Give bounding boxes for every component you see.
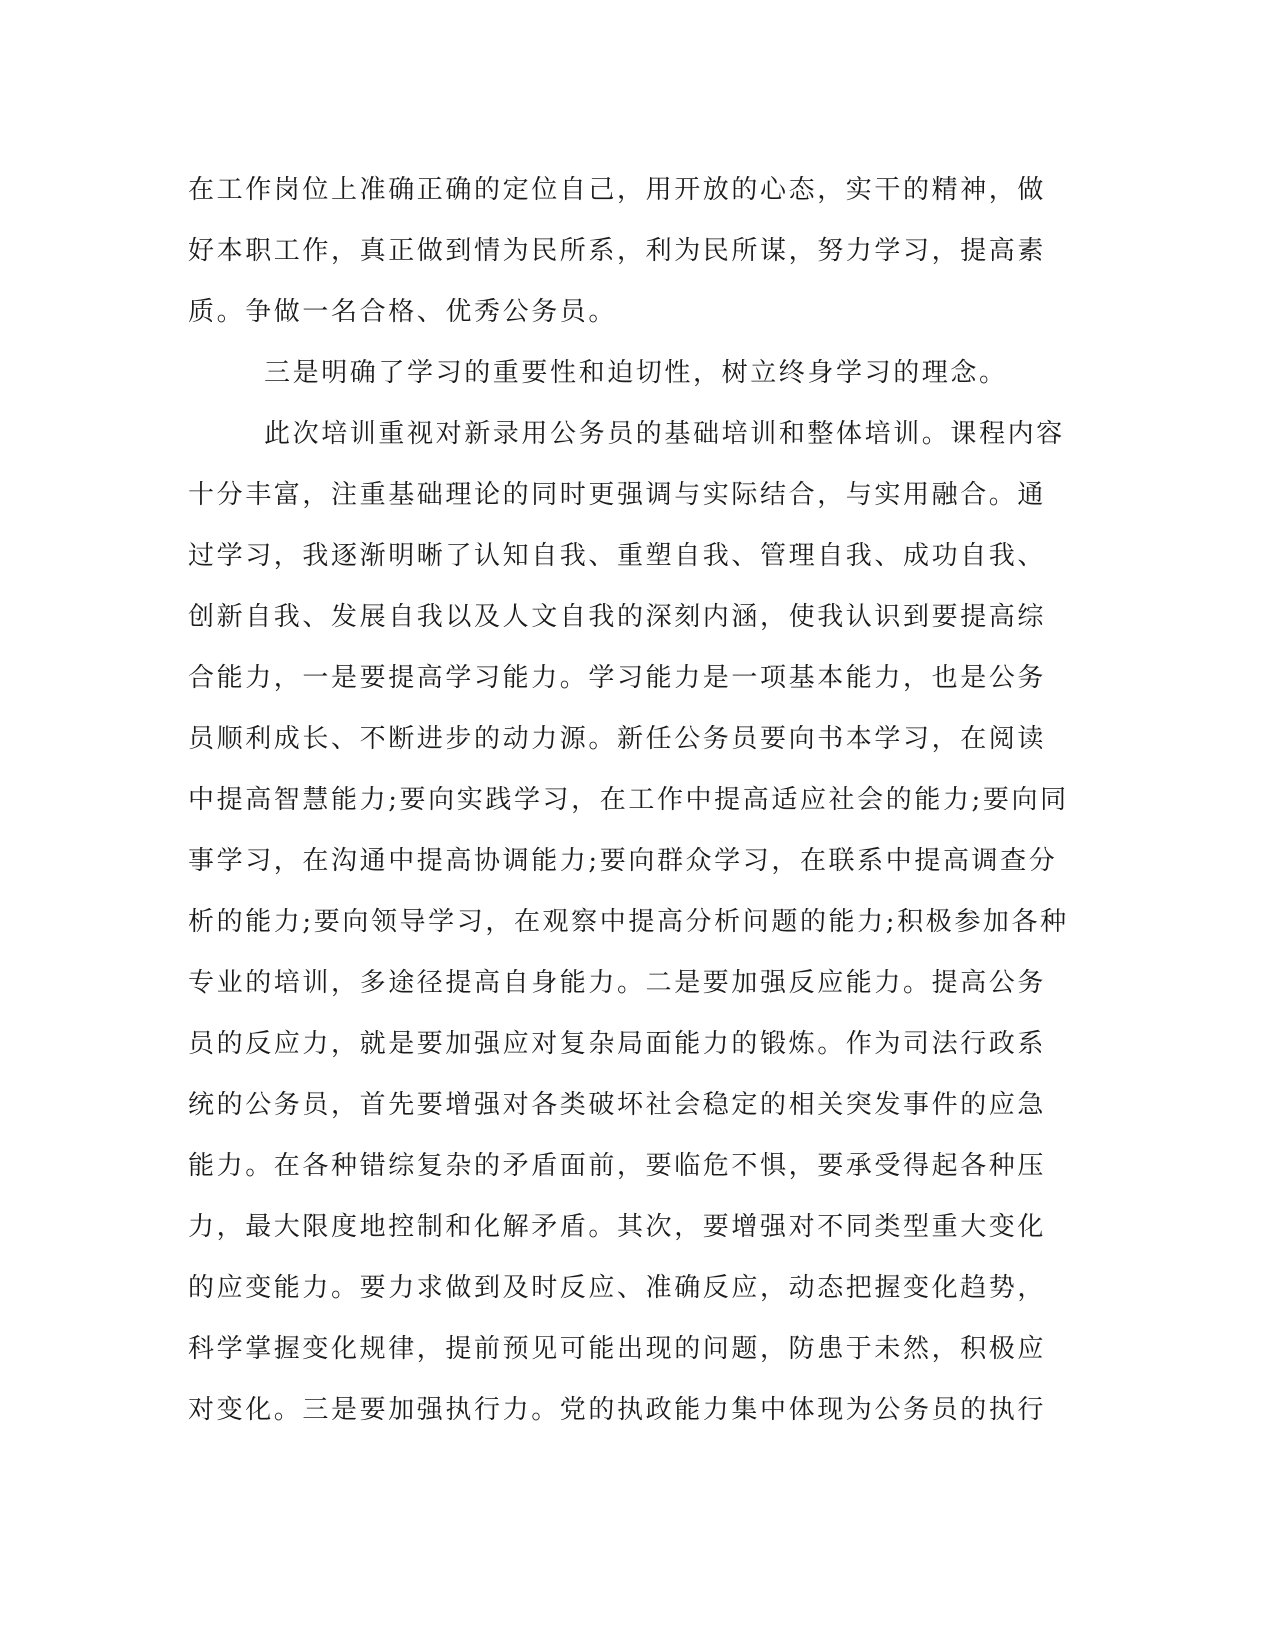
text-line: 能力。在各种错综复杂的矛盾面前，要临危不惧，要承受得起各种压 xyxy=(188,1151,1047,1181)
text-line: 析的能力;要向领导学习，在观察中提高分析问题的能力;积极参加各种 xyxy=(188,907,1069,937)
paragraph-heading-line: 三是明确了学习的重要性和迫切性，树立终身学习的理念。 xyxy=(264,358,1008,388)
text-line: 事学习，在沟通中提高协调能力;要向群众学习，在联系中提高调查分 xyxy=(188,846,1058,876)
text-line: 好本职工作，真正做到情为民所系，利为民所谋，努力学习，提高素 xyxy=(188,236,1047,266)
body-text xyxy=(188,160,1078,1441)
text-line: 力，最大限度地控制和化解矛盾。其次，要增强对不同类型重大变化 xyxy=(188,1212,1047,1242)
paragraph-first-line: 此次培训重视对新录用公务员的基础培训和整体培训。课程内容 xyxy=(264,419,1065,449)
text-line: 的应变能力。要力求做到及时反应、准确反应，动态把握变化趋势， xyxy=(188,1273,1047,1303)
text-line: 创新自我、发展自我以及人文自我的深刻内涵，使我认识到要提高综 xyxy=(188,602,1047,632)
text-line: 中提高智慧能力;要向实践学习，在工作中提高适应社会的能力;要向同 xyxy=(188,785,1069,815)
text-line: 十分丰富，注重基础理论的同时更强调与实际结合，与实用融合。通 xyxy=(188,480,1047,510)
text-line: 统的公务员，首先要增强对各类破坏社会稳定的相关突发事件的应急 xyxy=(188,1090,1047,1120)
text-line: 员顺利成长、不断进步的动力源。新任公务员要向书本学习，在阅读 xyxy=(188,724,1047,754)
text-line: 员的反应力，就是要加强应对复杂局面能力的锻炼。作为司法行政系 xyxy=(188,1029,1047,1059)
text-line: 过学习，我逐渐明晰了认知自我、重塑自我、管理自我、成功自我、 xyxy=(188,541,1047,571)
text-line: 合能力，一是要提高学习能力。学习能力是一项基本能力，也是公务 xyxy=(188,663,1047,693)
text-line: 对变化。三是要加强执行力。党的执政能力集中体现为公务员的执行 xyxy=(188,1395,1047,1425)
text-line: 在工作岗位上准确正确的定位自己，用开放的心态，实干的精神，做 xyxy=(188,175,1047,205)
text-line: 专业的培训，多途径提高自身能力。二是要加强反应能力。提高公务 xyxy=(188,968,1047,998)
text-line: 质。争做一名合格、优秀公务员。 xyxy=(188,297,618,327)
text-line: 科学掌握变化规律，提前预见可能出现的问题，防患于未然，积极应 xyxy=(188,1334,1047,1364)
